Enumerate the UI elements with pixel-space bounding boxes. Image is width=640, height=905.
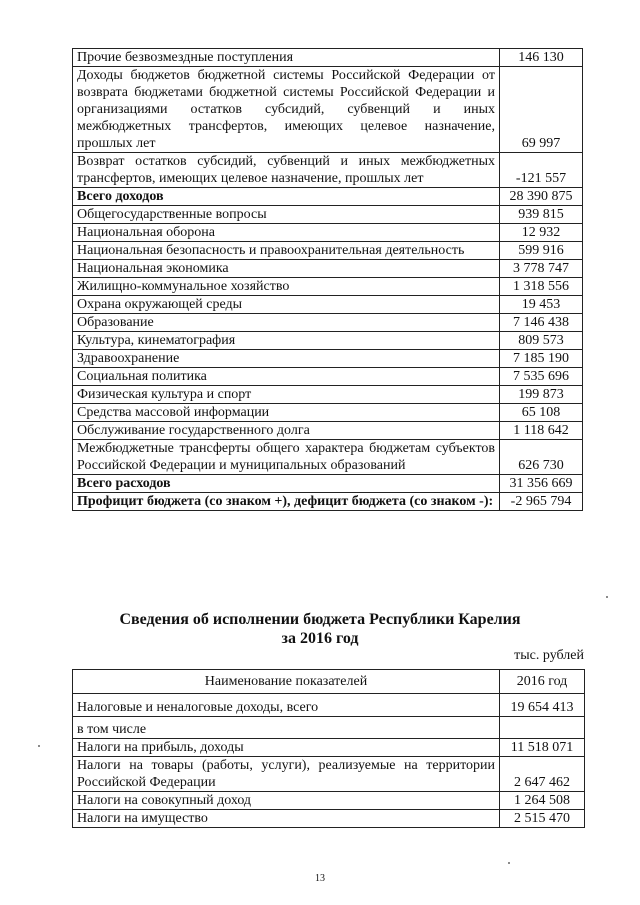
table-row [73,422,583,440]
row-value: 12 932 [500,224,583,242]
row-name: Налоговые и неналоговые доходы, всего [73,694,500,717]
row-value: 146 130 [500,49,583,67]
table-row [73,694,585,717]
page-number: 13 [315,873,325,884]
row-value: 809 573 [500,332,583,350]
row-name: Социальная политика [73,368,500,386]
row-name: Национальная безопасность и правоохранительная деятельность [73,242,500,260]
table-row [73,153,583,188]
section-title: Сведения об исполнении бюджета Республики Карелия [119,611,521,628]
row-name: Межбюджетные трансферты общего характера бюджетам субъектов Российской Федерации и муниципальных образований [73,440,500,475]
income-table [72,669,585,828]
total-income-value: 28 390 875 [500,188,583,206]
row-value: 3 778 747 [500,260,583,278]
table-row [73,242,583,260]
table-row [73,386,583,404]
row-name: Прочие безвозмездные поступления [73,49,500,67]
row-name: Охрана окружающей среды [73,296,500,314]
row-name: в том числе [73,717,500,739]
row-value: 1 118 642 [500,422,583,440]
row-name: Национальная экономика [73,260,500,278]
scan-speck [606,596,608,598]
expenditure-table [72,48,583,511]
row-name: Национальная оборона [73,224,500,242]
table-row [73,757,585,792]
table-row [73,792,585,810]
row-value: 19 654 413 [500,694,585,717]
row-name: Возврат остатков субсидий, субвенций и иных межбюджетных трансфертов, имеющих целевое назначение, прошлых лет [73,153,500,188]
row-value: 65 108 [500,404,583,422]
column-header-name: Наименование показателей [73,670,500,694]
table-row [73,314,583,332]
table-row [73,49,583,67]
total-expenses-label: Всего расходов [73,475,500,493]
row-name: Обслуживание государственного долга [73,422,500,440]
row-value: 1 318 556 [500,278,583,296]
row-name: Общегосударственные вопросы [73,206,500,224]
row-name: Культура, кинематография [73,332,500,350]
table-row [73,404,583,422]
table-row [73,332,583,350]
units-label: тыс. рублей [514,648,584,663]
row-value: 2 515 470 [500,810,585,828]
row-name: Физическая культура и спорт [73,386,500,404]
table-row [73,440,583,475]
row-name: Налоги на совокупный доход [73,792,500,810]
row-name: Налоги на прибыль, доходы [73,739,500,757]
row-value: 7 146 438 [500,314,583,332]
table-row [73,739,585,757]
table-row [73,188,583,206]
table-row [73,224,583,242]
table-row [73,475,583,493]
row-value: 2 647 462 [500,757,585,792]
column-header-year: 2016 год [500,670,585,694]
row-value: 1 264 508 [500,792,585,810]
row-name: Средства массовой информации [73,404,500,422]
table-row [73,810,585,828]
table-row [73,493,583,511]
row-name: Налоги на товары (работы, услуги), реализуемые на территории Российской Федерации [73,757,500,792]
row-value: 11 518 071 [500,739,585,757]
row-value: 599 916 [500,242,583,260]
table-row [73,278,583,296]
table-row [73,67,583,153]
row-name: Образование [73,314,500,332]
row-value [500,717,585,739]
row-value: 69 997 [500,67,583,153]
total-income-label: Всего доходов [73,188,500,206]
surplus-deficit-value: -2 965 794 [500,493,583,511]
row-value: 199 873 [500,386,583,404]
total-expenses-value: 31 356 669 [500,475,583,493]
row-value: 939 815 [500,206,583,224]
row-name: Доходы бюджетов бюджетной системы Российской Федерации от возврата бюджетами бюджетной системы Российской Федерации и организациями остатков субсидий, субвенций и иных межбюджетных трансфертов, имеющих целевое назначение, прошлых лет [73,67,500,153]
table-row [73,717,585,739]
table-row [73,206,583,224]
scan-speck [38,745,40,747]
table-row [73,350,583,368]
row-value: 7 185 190 [500,350,583,368]
row-name: Налоги на имущество [73,810,500,828]
table-row [73,260,583,278]
surplus-deficit-label: Профицит бюджета (со знаком +), дефицит бюджета (со знаком -): [73,493,500,511]
row-value: -121 557 [500,153,583,188]
row-name: Здравоохранение [73,350,500,368]
row-value: 7 535 696 [500,368,583,386]
scan-speck [508,862,510,864]
table-row [73,296,583,314]
row-name: Жилищно-коммунальное хозяйство [73,278,500,296]
header-row [73,670,585,694]
row-value: 19 453 [500,296,583,314]
row-value: 626 730 [500,440,583,475]
section-subtitle: за 2016 год [281,630,359,647]
table-row [73,368,583,386]
